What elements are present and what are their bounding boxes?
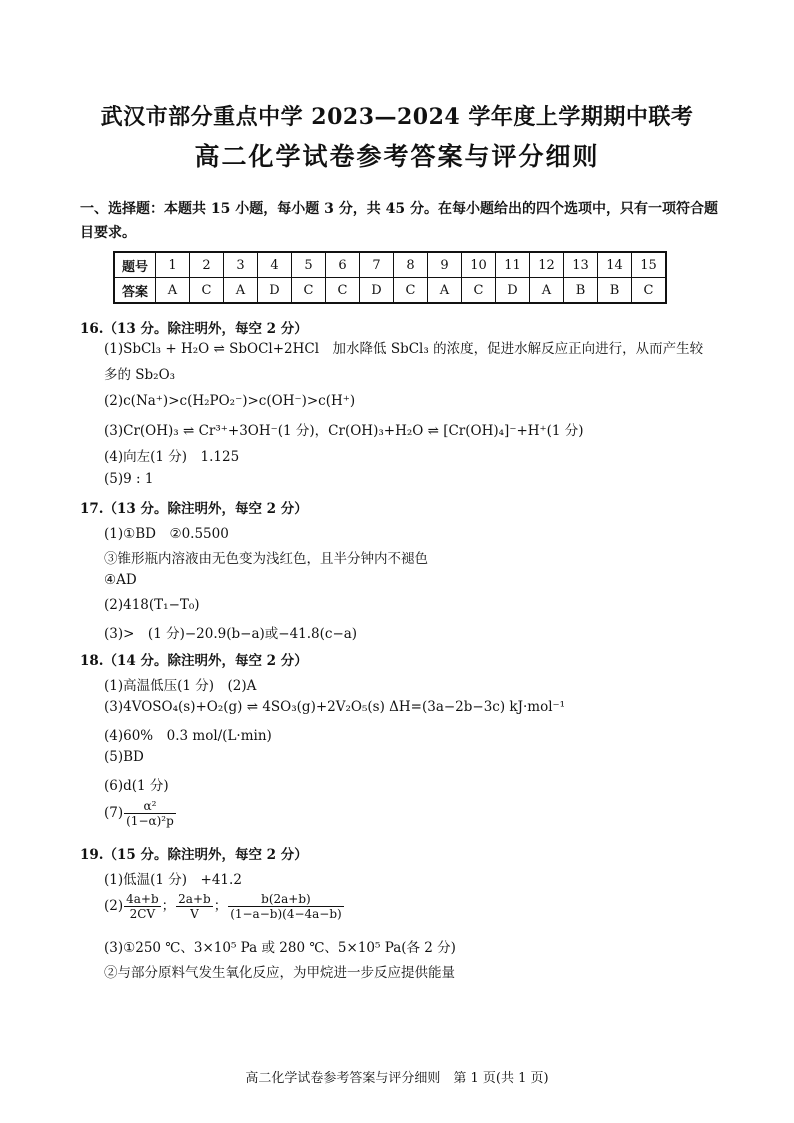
- fraction-denominator: (1−a−b)(4−4a−b): [230, 907, 342, 921]
- question-number: 12: [530, 252, 564, 278]
- question-number: 13: [564, 252, 598, 278]
- exam-title: 武汉市部分重点中学 2023—2024 学年度上学期期中联考: [100, 104, 694, 130]
- q19-answer-1: (1)低温(1 分) +41.2: [104, 872, 242, 888]
- question-number: 7: [360, 252, 394, 278]
- q18-answer-2: (3)4VOSO₄(s)+O₂(g) ⇌ 4SO₃(g)+2V₂O₅(s) ΔH=(3a−2b−3c) kJ·mol⁻¹: [104, 699, 566, 715]
- answer-cell: C: [394, 278, 428, 304]
- separator: ；: [213, 898, 228, 914]
- q17-answer-3: ④AD: [104, 572, 137, 588]
- question-number: 6: [326, 252, 360, 278]
- question-number: 3: [224, 252, 258, 278]
- row-label-answer: 答案: [114, 278, 156, 304]
- page-footer: 高二化学试卷参考答案与评分细则 第 1 页(共 1 页): [245, 1071, 549, 1086]
- q19-answer-2: [104, 892, 345, 921]
- q18-answer-1: (1)高温低压(1 分) (2)A: [104, 678, 257, 694]
- q18-answer-5: (6)d(1 分): [104, 778, 169, 794]
- q19-answer-3: (3)①250 ℃、3×10⁵ Pa 或 280 ℃、5×10⁵ Pa(各 2 分): [104, 940, 456, 956]
- answer-row: [114, 278, 666, 304]
- question-number: 4: [258, 252, 292, 278]
- answer-table: [113, 251, 667, 304]
- section1-instructions: 一、选择题：本题共 15 小题，每小题 3 分，共 45 分。在每小题给出的四个选项中，只有一项符合题目要求。: [80, 201, 718, 241]
- q18-answer-6: [104, 799, 177, 828]
- q19-fraction-2: [176, 892, 213, 921]
- separator: ；: [161, 898, 176, 914]
- q17-answer-5: (3)> (1 分)−20.9(b−a)或−41.8(c−a): [104, 626, 358, 642]
- question-number: 14: [598, 252, 632, 278]
- q18-answer-6-prefix: (7): [104, 805, 124, 821]
- answer-cell: A: [156, 278, 190, 304]
- answer-cell: B: [564, 278, 598, 304]
- answer-cell: D: [258, 278, 292, 304]
- question-number: 9: [428, 252, 462, 278]
- answer-cell: D: [496, 278, 530, 304]
- q17-heading: 17.（13 分。除注明外，每空 2 分）: [80, 501, 308, 517]
- question-number-row: [114, 252, 666, 278]
- answer-cell: B: [598, 278, 632, 304]
- answer-cell: C: [326, 278, 360, 304]
- answer-cell: C: [462, 278, 496, 304]
- question-number: 15: [632, 252, 667, 278]
- fraction-numerator: b(2a+b): [228, 892, 344, 907]
- q16-heading: 16.（13 分。除注明外，每空 2 分）: [80, 321, 308, 337]
- question-number: 2: [190, 252, 224, 278]
- fraction-denominator: (1−α)²p: [126, 814, 174, 828]
- document-title: 高二化学试卷参考答案与评分细则: [194, 142, 600, 171]
- q17-answer-4: (2)418(T₁−T₀): [104, 597, 200, 613]
- q17-answer-2: ③锥形瓶内溶液由无色变为浅红色，且半分钟内不褪色: [104, 551, 428, 567]
- fraction-numerator: α²: [124, 799, 176, 814]
- q16-answer-2: (2)c(Na⁺)>c(H₂PO₂⁻)>c(OH⁻)>c(H⁺): [104, 393, 356, 409]
- answer-cell: C: [190, 278, 224, 304]
- q19-heading: 19.（15 分。除注明外，每空 2 分）: [80, 847, 308, 863]
- fraction-numerator: 2a+b: [178, 892, 211, 906]
- q19-answer-2-prefix: (2): [104, 898, 124, 914]
- q19-fraction-1: [124, 892, 161, 921]
- q18-answer-4: (5)BD: [104, 749, 144, 765]
- question-number: 1: [156, 252, 190, 278]
- question-number: 8: [394, 252, 428, 278]
- q18-answer-3: (4)60% 0.3 mol/(L·min): [104, 728, 272, 744]
- question-number: 11: [496, 252, 530, 278]
- fraction-denominator: 2CV: [129, 907, 156, 921]
- q16-answer-3: (3)Cr(OH)₃ ⇌ Cr³⁺+3OH⁻(1 分)，Cr(OH)₃+H₂O ⇌ [Cr(OH)₄]⁻+H⁺(1 分): [104, 423, 584, 439]
- answer-cell: C: [292, 278, 326, 304]
- question-number: 5: [292, 252, 326, 278]
- q16-answer-5: (5)9 : 1: [104, 471, 154, 487]
- answer-cell: A: [530, 278, 564, 304]
- fraction-denominator: V: [190, 907, 199, 921]
- answer-cell: A: [428, 278, 462, 304]
- row-label-number: 题号: [114, 252, 156, 278]
- q16-answer-4: (4)向左(1 分) 1.125: [104, 449, 240, 465]
- q18-heading: 18.（14 分。除注明外，每空 2 分）: [80, 653, 308, 669]
- fraction-numerator: 4a+b: [126, 892, 159, 906]
- answer-cell: A: [224, 278, 258, 304]
- q17-answer-1: (1)①BD ②0.5500: [104, 526, 229, 542]
- q18-fraction: [124, 799, 176, 828]
- answer-cell: D: [360, 278, 394, 304]
- q16-answer-1: (1)SbCl₃ + H₂O ⇌ SbOCl+2HCl 加水降低 SbCl₃ 的浓度，促进水解反应正向进行，从而产生较多的 Sb₂O₃: [104, 341, 704, 383]
- question-number: 10: [462, 252, 496, 278]
- q19-answer-4: ②与部分原料气发生氧化反应，为甲烷进一步反应提供能量: [104, 965, 455, 981]
- answer-cell: C: [632, 278, 667, 304]
- q19-fraction-3: [228, 892, 344, 921]
